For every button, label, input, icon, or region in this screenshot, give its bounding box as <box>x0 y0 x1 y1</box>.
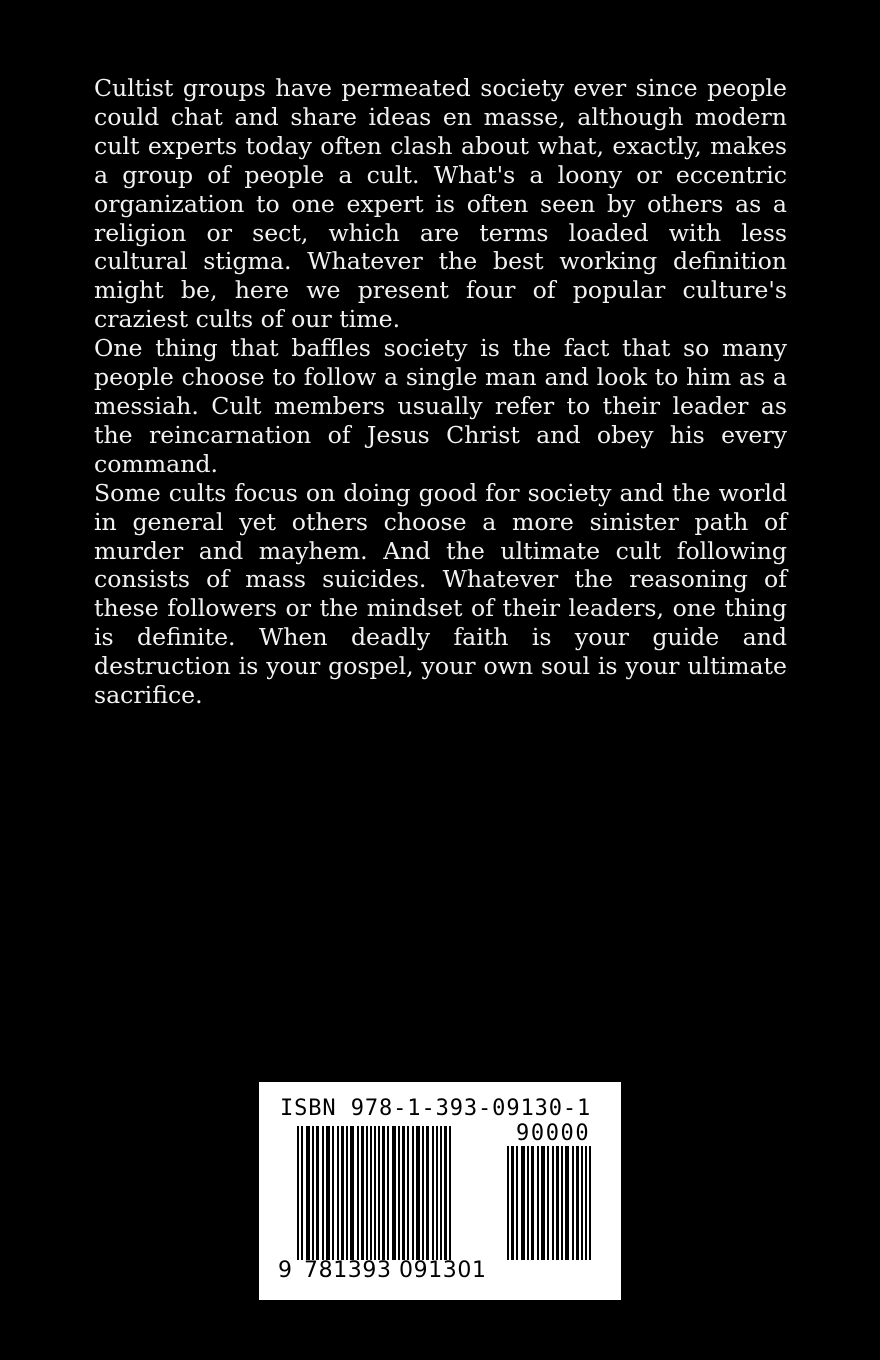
barcode-bar <box>585 1146 587 1260</box>
barcode-bar <box>387 1126 389 1260</box>
barcode-bar <box>565 1146 569 1260</box>
barcode-bar <box>346 1126 348 1260</box>
barcode-bar <box>436 1126 438 1260</box>
barcode-bar <box>422 1126 424 1260</box>
barcode-bar <box>556 1146 559 1260</box>
barcode-first-digit: 9 <box>278 1258 292 1283</box>
barcode-bar <box>407 1126 409 1260</box>
barcode-bar <box>521 1146 525 1260</box>
barcode-bar <box>416 1126 420 1260</box>
barcode-bar <box>444 1126 447 1260</box>
barcode-bar <box>537 1146 539 1260</box>
barcode-bar <box>332 1126 334 1260</box>
barcode-addon-bars <box>507 1146 603 1260</box>
barcode-bar <box>392 1126 396 1260</box>
barcode-left-digits: 781393 <box>304 1258 392 1283</box>
blurb-paragraph-2: One thing that baffles society is the fact that so many people choose to follow a single man and look to him as a messiah. Cult members usually refer to their leader as the reincarnation of Jesus Christ and obey his every command. <box>94 334 787 478</box>
barcode-bar <box>552 1146 554 1260</box>
barcode-bar <box>541 1146 545 1260</box>
barcode-bar <box>547 1146 549 1260</box>
barcode-bar <box>561 1146 563 1260</box>
barcode-bar <box>326 1126 330 1260</box>
isbn-label: ISBN 978-1-393-09130-1 <box>280 1096 592 1121</box>
barcode-bar <box>398 1126 400 1260</box>
barcode-bar <box>440 1126 442 1260</box>
barcode-addon-code: 90000 <box>516 1121 591 1146</box>
barcode-right-digits: 091301 <box>399 1258 487 1283</box>
barcode-bar <box>516 1146 518 1260</box>
barcode-bar <box>572 1146 574 1260</box>
barcode-bar <box>357 1126 359 1260</box>
barcode-bar <box>361 1126 364 1260</box>
barcode-bar <box>382 1126 385 1260</box>
barcode-bar <box>507 1146 509 1260</box>
blurb-text <box>94 74 787 710</box>
barcode-bar <box>576 1146 579 1260</box>
barcode-bar <box>301 1126 303 1260</box>
barcode-bar <box>322 1126 324 1260</box>
barcode-bar <box>341 1126 344 1260</box>
barcode-bar <box>581 1146 583 1260</box>
barcode-bar <box>370 1126 372 1260</box>
barcode-bar <box>316 1126 319 1260</box>
barcode-bar <box>297 1126 299 1260</box>
barcode-bar <box>589 1146 591 1260</box>
isbn-barcode <box>259 1082 621 1300</box>
barcode-bar <box>337 1126 339 1260</box>
barcode-bar <box>374 1126 376 1260</box>
blurb-paragraph-3: Some cults focus on doing good for society and the world in general yet others choose a more sinister path of murder and mayhem. And the ultimate cult following consists of mass suicides. Whatever the reasoning of these followers or the mindset of their leaders, one thing is definite. When deadly faith is your guide and destruction is your gospel, your own soul is your ultimate sacrifice. <box>94 478 787 710</box>
barcode-bar <box>531 1146 534 1260</box>
barcode-bar <box>449 1126 451 1260</box>
barcode-bar <box>426 1126 429 1260</box>
blurb-paragraph-1: Cultist groups have permeated society ever since people could chat and share ideas en masse, although modern cult experts today often clash about what, exactly, makes a group of people a cult. What's a loony or eccentric organization to one expert is often seen by others as a religion or sect, which are terms loaded with less cultural stigma. Whatever the best working definition might be, here we present four of popular culture's craziest cults of our time. <box>94 74 787 334</box>
barcode-bar <box>366 1126 368 1260</box>
barcode-bar <box>511 1146 514 1260</box>
barcode-main-bars <box>297 1126 489 1260</box>
barcode-bar <box>312 1126 314 1260</box>
barcode-bar <box>378 1126 380 1260</box>
barcode-bar <box>527 1146 529 1260</box>
barcode-bar <box>432 1126 434 1260</box>
barcode-bar <box>350 1126 354 1260</box>
barcode-bar <box>306 1126 310 1260</box>
barcode-bar <box>412 1126 414 1260</box>
barcode-bar <box>402 1126 405 1260</box>
